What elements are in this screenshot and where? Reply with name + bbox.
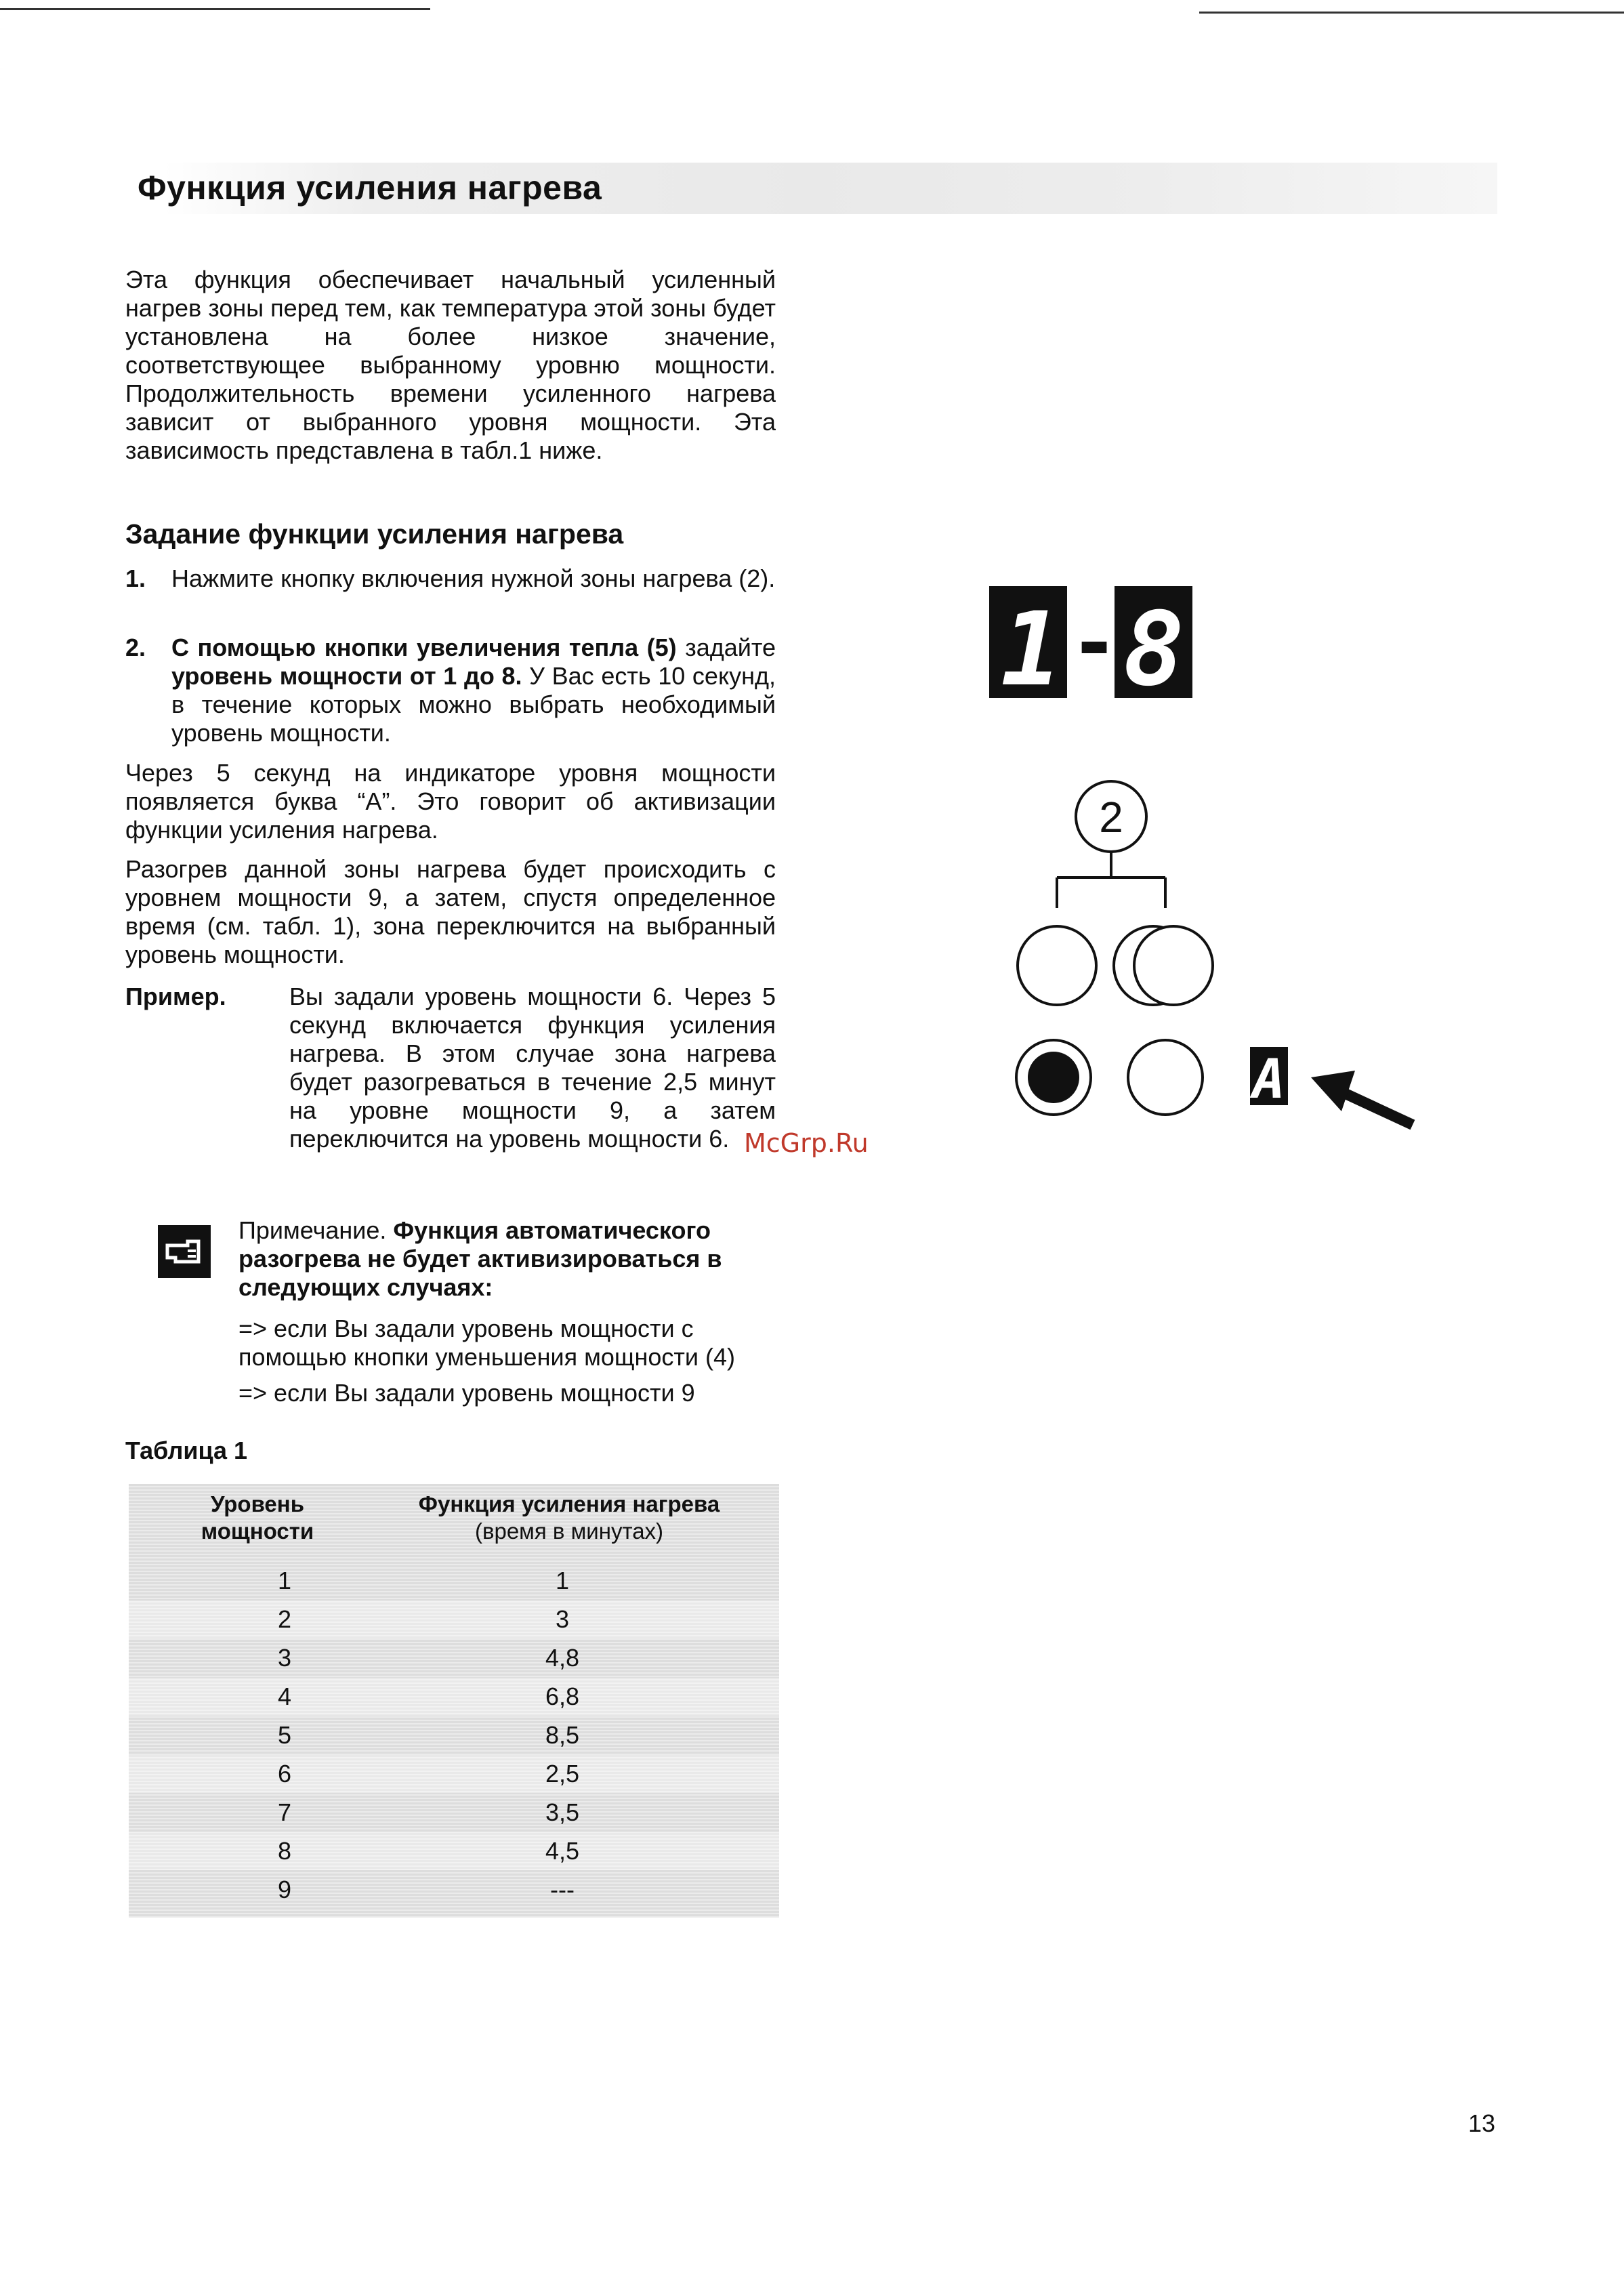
boost-time-cell: 1 xyxy=(555,1567,570,1594)
step-1-number: 1. xyxy=(125,564,146,592)
watermark: McGrp.Ru xyxy=(744,1128,869,1158)
step-2-bold: С помощью кнопки увеличения тепла (5) xyxy=(171,634,677,661)
arrow-icon xyxy=(1311,1071,1413,1125)
power-table xyxy=(129,1484,779,1918)
page-number: 13 xyxy=(1468,2109,1496,2137)
table-row xyxy=(129,1755,779,1793)
power-level-cell: 9 xyxy=(277,1876,292,1903)
top-rule-left xyxy=(0,8,430,10)
step-1-text: Нажмите кнопку включения нужной зоны нагрева (2). xyxy=(171,564,776,592)
active-button-dot xyxy=(1028,1052,1079,1103)
note xyxy=(238,1216,776,1302)
step-2-pre: задайте xyxy=(685,634,776,661)
display-left-digit: 1 xyxy=(1000,591,1062,709)
table-row xyxy=(129,1678,779,1716)
table-caption: Таблица 1 xyxy=(125,1437,248,1464)
boost-time-cell: 6,8 xyxy=(545,1682,580,1710)
column-header-level: Уровень мощности xyxy=(201,1491,314,1544)
boost-time-cell: 8,5 xyxy=(545,1721,580,1749)
boost-time-cell: 4,5 xyxy=(545,1837,580,1865)
step-1 xyxy=(125,564,776,593)
indicator-letter: A xyxy=(1252,1048,1286,1111)
power-level-cell: 2 xyxy=(277,1605,292,1633)
step-2-rest: У Вас есть 10 секунд, в течение которых можно выбрать необходимый уровень мощности. xyxy=(171,662,776,747)
preheat-paragraph: Разогрев данной зоны нагрева будет происходить с уровнем мощности 9, а затем, спустя определенное время (см. табл. 1), зона переключится на выбранный уровень мощности. xyxy=(125,855,776,968)
top-rule-right xyxy=(1199,12,1624,14)
column-header-boost: Функция усиления нагрева (время в минутах) xyxy=(418,1491,720,1544)
note-bold: Функция автоматического разогрева не будет активизироваться в следующих случаях: xyxy=(238,1216,722,1301)
table-row xyxy=(129,1871,779,1909)
power-level-cell: 5 xyxy=(277,1721,292,1749)
note-item-1: => если Вы задали уровень мощности с помощью кнопки уменьшения мощности (4) xyxy=(238,1315,735,1371)
display-right-digit: 8 xyxy=(1123,591,1185,709)
letter-a-paragraph: Через 5 секунд на индикаторе уровня мощности появляется буква “А”. Это говорит об активизации функции усиления нагрева. xyxy=(125,759,776,844)
display-separator: - xyxy=(1077,596,1111,690)
boost-time-cell: 4,8 xyxy=(545,1644,580,1672)
pointing-hand-icon xyxy=(158,1225,211,1278)
power-level-cell: 6 xyxy=(277,1760,292,1788)
note-item-2: => если Вы задали уровень мощности 9 xyxy=(238,1379,695,1407)
page-title: Функция усиления нагрева xyxy=(138,169,602,207)
setup-heading: Задание функции усиления нагрева xyxy=(125,518,624,550)
table-row xyxy=(129,1832,779,1870)
boost-time-cell: 2,5 xyxy=(545,1760,580,1788)
power-level-cell: 1 xyxy=(277,1567,292,1594)
power-level-cell: 4 xyxy=(277,1682,292,1710)
zone-button-circle-1[interactable] xyxy=(1018,926,1096,1005)
power-level-cell: 3 xyxy=(277,1644,292,1672)
power-level-cell: 8 xyxy=(277,1837,292,1865)
example-block xyxy=(125,983,776,1153)
boost-time-cell: 3,5 xyxy=(545,1798,580,1826)
table-row xyxy=(129,1639,779,1677)
power-level-cell: 7 xyxy=(277,1798,292,1826)
inactive-button[interactable] xyxy=(1128,1040,1203,1115)
step-2 xyxy=(125,634,776,747)
control-panel-diagram xyxy=(976,576,1450,1152)
callout-bracket xyxy=(1057,852,1165,908)
table-row xyxy=(129,1794,779,1832)
zone-button-circle-3[interactable] xyxy=(1134,926,1213,1005)
intro-paragraph: Эта функция обеспечивает начальный усиленный нагрев зоны перед тем, как температура этой зоны будет установлена на более низкое значение, соответствующее выбранному уровню мощности. Продолжительность времени усиленного нагрева зависит от выбранного уровня мощности. Эта зависимость представлена в табл.1 ниже. xyxy=(125,266,776,464)
boost-time-cell: --- xyxy=(550,1876,575,1903)
callout-number: 2 xyxy=(1099,793,1123,842)
step-2-text xyxy=(171,634,776,747)
example-text: Вы задали уровень мощности 6. Через 5 секунд включается функция усиления нагрева. В этом случае зона нагрева будет разогреваться в течение 2,5 минут на уровне мощности 9, а затем переключится на уровень мощности 6. xyxy=(289,983,776,1153)
table-row xyxy=(129,1562,779,1600)
table-row xyxy=(129,1600,779,1638)
boost-time-cell: 3 xyxy=(555,1605,570,1633)
table-row xyxy=(129,1716,779,1754)
example-label: Пример. xyxy=(125,983,226,1010)
note-prefix: Примечание. xyxy=(238,1216,394,1244)
step-2-bold2: уровень мощности от 1 до 8. xyxy=(171,662,522,690)
step-2-number: 2. xyxy=(125,634,146,661)
